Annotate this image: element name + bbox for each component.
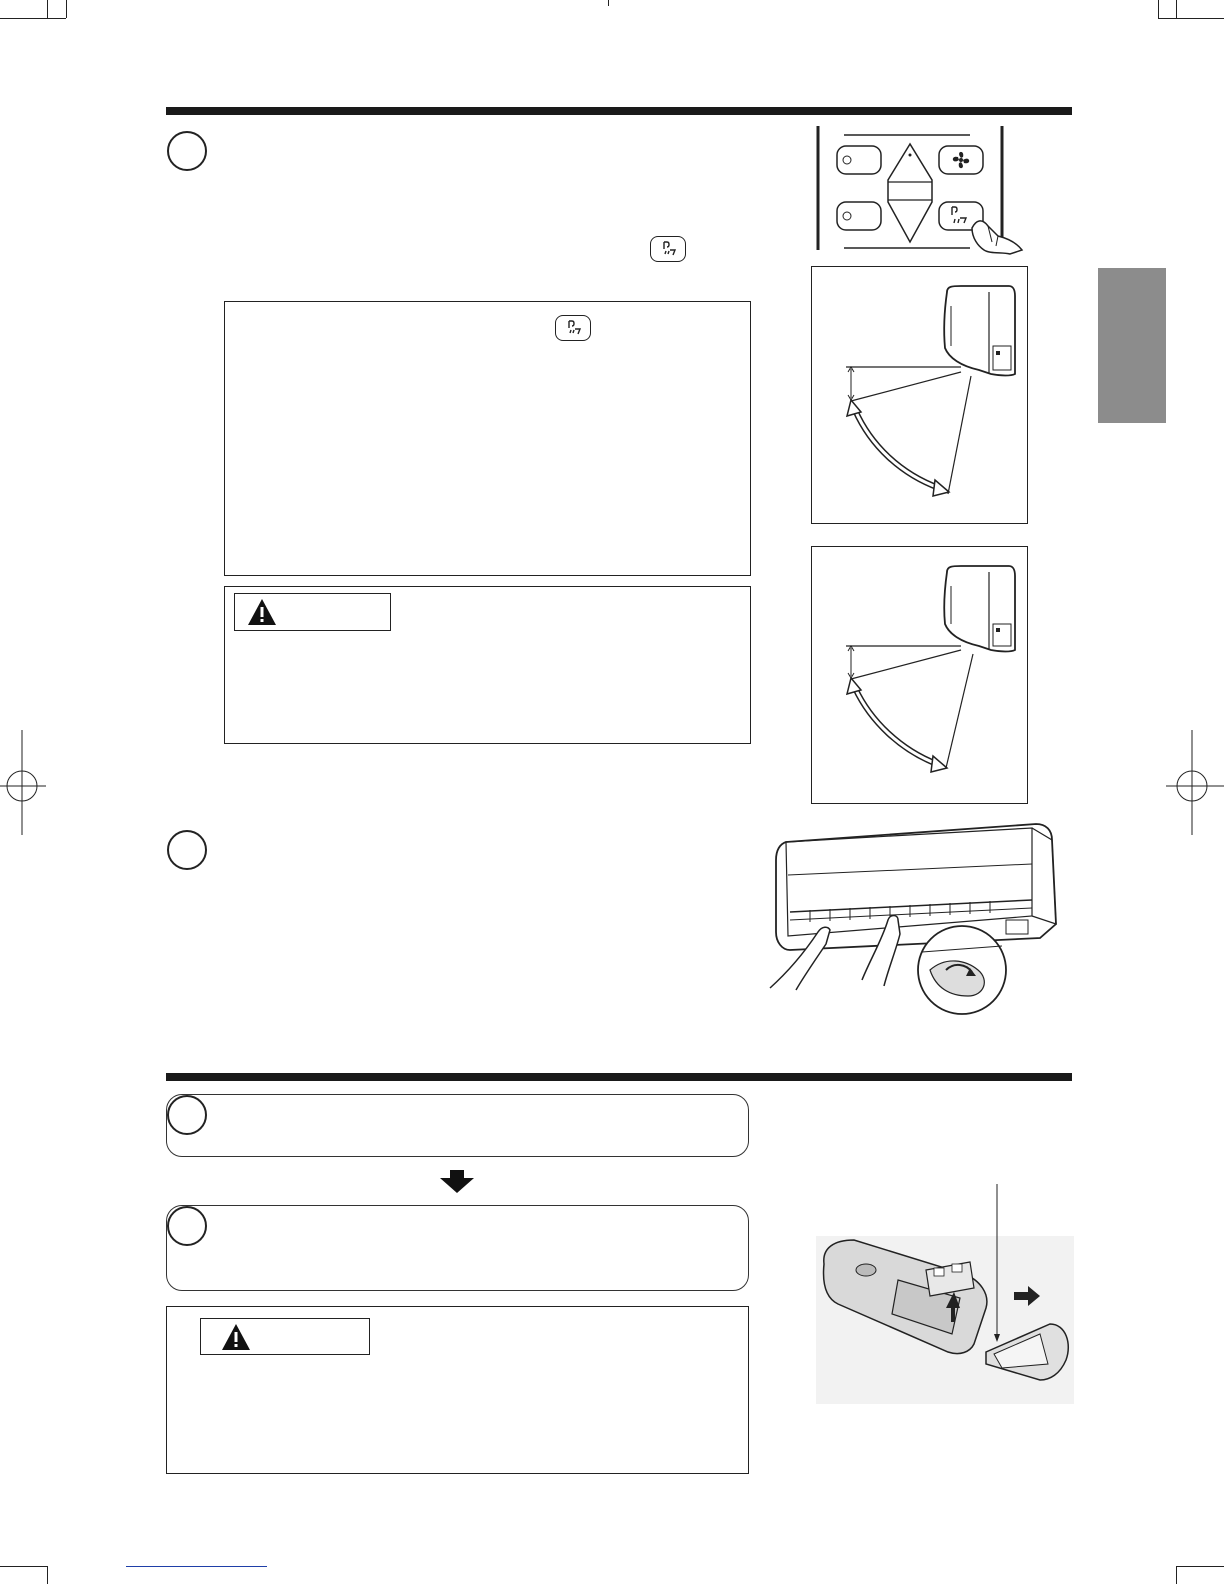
battery-step-box-1: [166, 1094, 749, 1157]
caution-label-1: [234, 593, 391, 631]
remote-control-panel-illustration: [812, 124, 1026, 256]
swing-diagram-1: [811, 266, 1028, 524]
down-arrow-icon: [440, 1170, 474, 1194]
step-circle-1: [167, 131, 207, 171]
swing-icon: [655, 240, 681, 258]
caution-label-2: [200, 1318, 370, 1355]
registration-mark-right: [1166, 730, 1224, 840]
crop-mark-tl-h: [0, 18, 66, 19]
crop-mark-tr-h: [1158, 18, 1224, 19]
step-circle-3: [167, 1095, 207, 1135]
crop-mark-tr-v2: [1158, 0, 1159, 18]
section-rule-bottom: [166, 1073, 1072, 1081]
step-circle-2: [167, 830, 207, 870]
crop-mark-br-v: [1176, 1566, 1177, 1584]
crop-mark-tr-v: [1176, 0, 1177, 18]
crop-mark-br-h: [1176, 1566, 1224, 1567]
crop-mark-tl-v2: [66, 0, 67, 18]
battery-step-box-2: [166, 1205, 749, 1291]
info-box-swing: [224, 301, 751, 576]
swing-icon: [560, 319, 586, 337]
step-circle-4: [167, 1206, 207, 1246]
bookmark-underline: [126, 1566, 267, 1567]
swing-diagram-2: [811, 546, 1028, 804]
indoor-unit-louver-adjust-illustration: [770, 820, 1060, 1015]
registration-mark-left: [0, 730, 50, 840]
crop-mark-bl-v: [47, 1566, 48, 1584]
warning-icon: [221, 1323, 251, 1351]
swing-button-inline-2: [555, 315, 591, 341]
side-section-tab: [1098, 268, 1166, 423]
crop-mark-top-center: [608, 0, 609, 6]
warning-icon: [247, 598, 277, 626]
section-rule-top: [166, 107, 1072, 115]
remote-battery-cover-illustration: [814, 1184, 1076, 1404]
crop-mark-bl-h: [0, 1566, 47, 1567]
swing-button-inline: [650, 236, 686, 262]
crop-mark-tl-v: [47, 0, 48, 18]
